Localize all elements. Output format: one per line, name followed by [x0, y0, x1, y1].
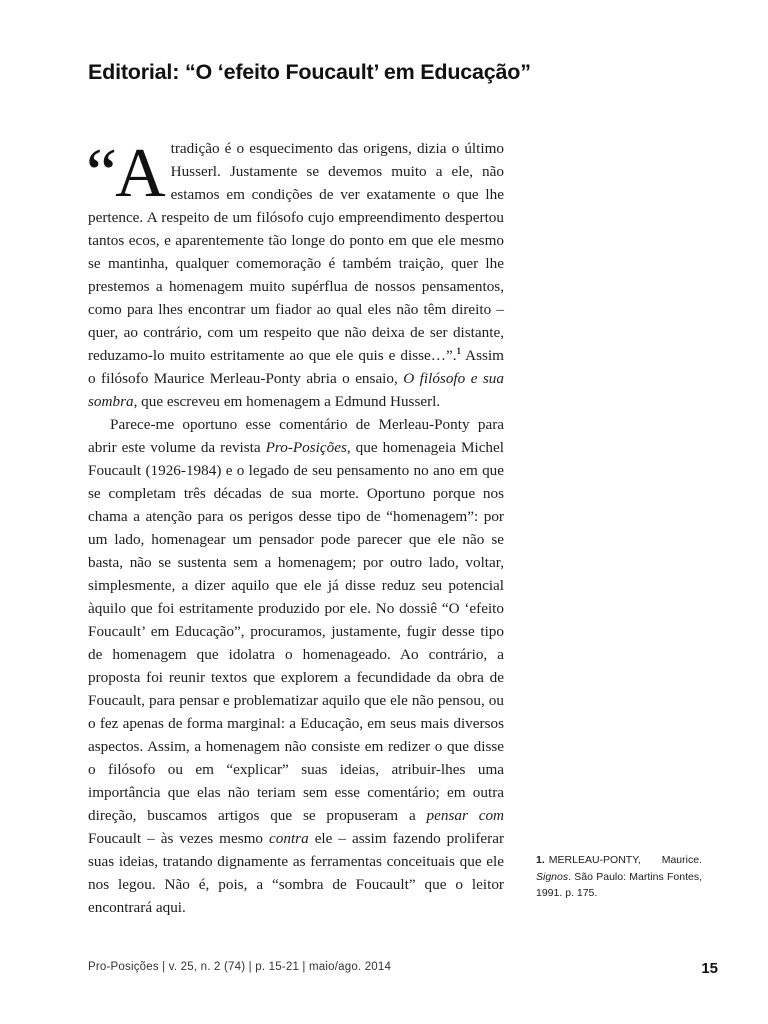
- paragraph-2-text-2: , que homenageia Michel Foucault (1926-1984) e o legado de seu pensamento no ano em que se completam três décadas de sua morte. Oportuno porque nos chama a atenção para os perigos desse tipo de “homenagem”: por um lado, homenagear um pensador pode parecer que ele não se basta, não se sustenta sem a homenagem; por outro lado, voltar, simplesmente, a dizer aquilo que ele já disse reduz seu potencial àquilo que foi estritamente produzido por ele. No dossiê “O ‘efeito Foucault’ em Educação”, procuramos, justamente, fugir desse tipo de homenagem que idolatra o homenageado. Ao contrário, a proposta foi reunir textos que explorem a fecundidade da obra de Foucault, para pensar e problematizar aquilo que ele não pensou, ou o fez apenas de forma marginal: a Educação, em seus mais diversos aspectos. Assim, a homenagem não consiste em redizer o que disse o filósofo ou em “explicar” suas ideias, atribuir-lhes uma importância que elas não teriam sem esse comentário; em outra direção, buscamos artigos que se propuseram a: [88, 439, 504, 824]
- footnote-publisher: . São Paulo: Martins Fontes, 1991. p. 175.: [536, 870, 702, 899]
- emphasis-contra: contra: [269, 830, 309, 847]
- paragraph-2-text: Parece-me oportuno esse comentário de Merleau-Ponty para abrir este volume da revista: [88, 416, 504, 456]
- book-title: O filósofo e sua sombra: [88, 370, 504, 410]
- paragraph-1-tail: , que escreveu em homenagem a Edmund Husserl.: [133, 393, 441, 410]
- footnote-number: 1.: [536, 854, 545, 866]
- paragraph-2: [88, 413, 504, 919]
- footnote: [536, 852, 702, 902]
- journal-name: Pro-Posições: [265, 439, 347, 456]
- article-title: Editorial: “O ‘efeito Foucault’ em Educação”: [88, 60, 531, 84]
- paragraph-2-text-3: Foucault – às vezes mesmo: [88, 830, 270, 847]
- emphasis-pensar-com: pensar com: [426, 807, 505, 824]
- footnote-ref[interactable]: 1: [456, 345, 462, 356]
- footnote-book-title: Signos: [536, 870, 569, 883]
- drop-cap: “A: [86, 135, 164, 212]
- article-body: [88, 137, 504, 919]
- page-number: 15: [701, 960, 718, 977]
- quote-text: tradição é o esquecimento das origens, dizia o último Husserl. Justamente se devemos muito a ele, não estamos em condições de ver exatamente o que lhe pertence. A respeito de um filósofo cujo empreendimento despertou tantos ecos, e aparentemente tão longe do ponto em que ele mesmo se mantinha, qualquer comemoração é também traição, quer lhe prestemos a homenagem muito supérflua de nossos pensamentos, como para lhes encontrar um fiador ao qual eles não têm direito – quer, ao contrário, com um respeito que não deixa de ser distante, reduzamo-lo muito estritamente ao que ele quis e disse…”.: [88, 140, 504, 364]
- paragraph-2-tail: ele – assim fazendo proliferar suas ideias, tratando dignamente as ferramentas conceituais que ele nos legou. Não é, pois, a “sombra de Foucault” que o leitor encontrará aqui.: [88, 830, 505, 916]
- paragraph-1: [88, 137, 504, 413]
- paragraph-1-text: Assim o filósofo Maurice Merleau-Ponty abria o ensaio,: [88, 347, 504, 387]
- running-footer: Pro-Posições | v. 25, n. 2 (74) | p. 15-21 | maio/ago. 2014: [88, 961, 392, 973]
- footnote-author: MERLEAU-PONTY, Maurice.: [548, 854, 702, 866]
